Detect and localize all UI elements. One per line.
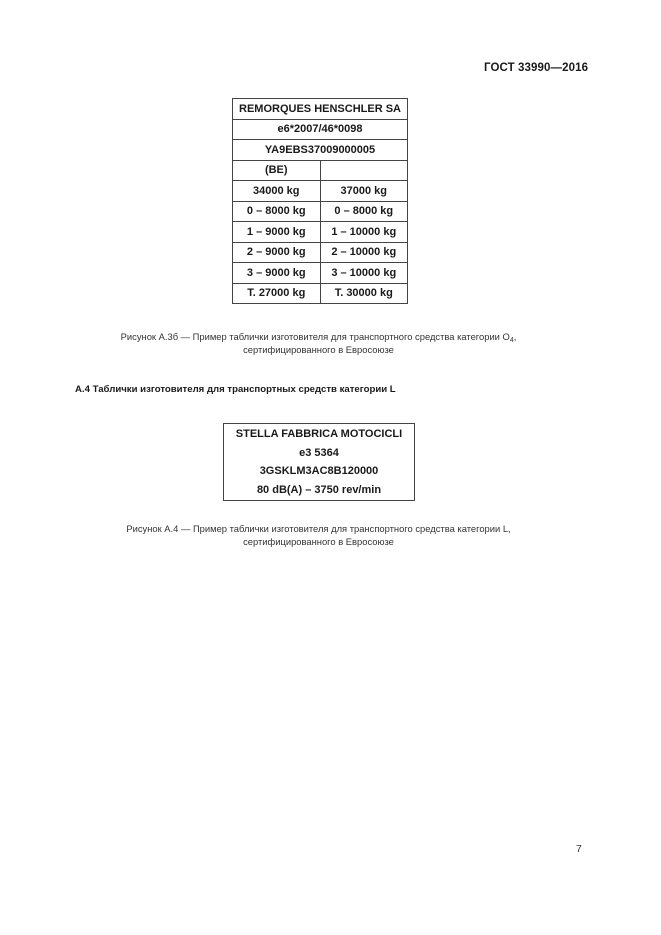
plate-cell: 1 – 9000 kg: [233, 222, 321, 243]
caption-text: сертифицированного в Евросоюзе: [243, 343, 394, 355]
plate-cell: 1 – 10000 kg: [320, 222, 408, 243]
caption-text: Рисунок А.3б — Пример таблички изготовителя для транспортного средства категории O: [120, 331, 510, 342]
page-number: 7: [576, 843, 582, 855]
plate-cell: 3 – 10000 kg: [320, 263, 408, 284]
plate-cell: T. 27000 kg: [233, 283, 321, 304]
plate-cell: (BE): [233, 160, 321, 181]
plate-cell: 0 – 8000 kg: [320, 201, 408, 222]
plate-cell: 2 – 10000 kg: [320, 242, 408, 263]
plate-approval-number: e6*2007/46*0098: [233, 119, 408, 140]
plate-cell: 3 – 9000 kg: [233, 263, 321, 284]
plate-line: STELLA FABBRICA MOTOCICLI: [235, 428, 403, 440]
plate-line: e3 5364: [299, 446, 339, 459]
manufacturer-plate-o4: [232, 98, 408, 304]
plate-cell: 2 – 9000 kg: [233, 242, 321, 263]
figure-caption-a3b: [96, 331, 541, 356]
figure-caption-a4: [96, 523, 541, 548]
plate-vin: YA9EBS37009000005: [233, 140, 408, 161]
plate-cell: 0 – 8000 kg: [233, 201, 321, 222]
manufacturer-plate-l: [223, 423, 415, 501]
section-heading: А.4 Таблички изготовителя для транспортных средств категории L: [75, 384, 396, 395]
plate-cell: 37000 kg: [320, 181, 408, 202]
plate-line: 3GSKLM3AC8B120000: [259, 465, 379, 477]
plate-cell: T. 30000 kg: [320, 283, 408, 304]
plate-line: 80 dB(A) – 3750 rev/min: [256, 483, 382, 496]
plate-manufacturer: REMORQUES HENSCHLER SA: [233, 99, 408, 120]
caption-subscript: 4: [509, 337, 514, 344]
caption-punct: ,: [513, 331, 517, 342]
plate-cell: [320, 160, 408, 181]
plate-cell: 34000 kg: [233, 181, 321, 202]
standard-code: ГОСТ 33990—2016: [484, 62, 589, 74]
caption-text: Рисунок А.4 — Пример таблички изготовителя для транспортного средства категории L,: [126, 523, 511, 534]
caption-text: сертифицированного в Евросоюзе: [243, 535, 394, 547]
